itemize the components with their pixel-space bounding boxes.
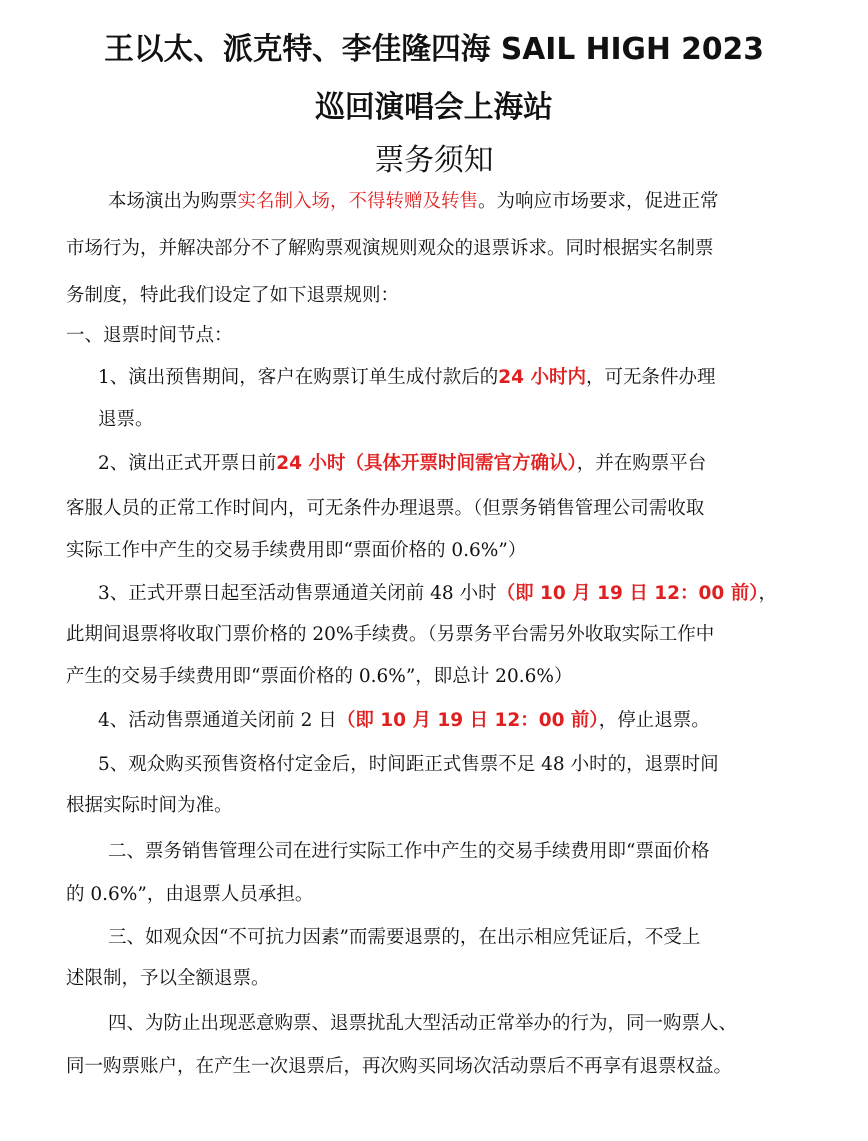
section2-line1: 二、票务销售管理公司在进行实际工作中产生的交易手续费用即“票面价格: [108, 841, 710, 862]
item1-line1: [98, 365, 715, 391]
item4-text-end: ，停止退票。: [598, 710, 710, 731]
item3-text-end: ，: [758, 583, 777, 604]
item2-line1: [98, 451, 706, 477]
item3-highlight: （即 10 月 19 日 12：00 前）: [496, 583, 759, 604]
section3-line1: 三、如观众因“不可抗力因素”而需要退票的，在出示相应凭证后，不受上: [108, 927, 701, 948]
document-subtitle: 票务须知: [374, 143, 494, 178]
intro-line3: 务制度，特此我们设定了如下退票规则：: [66, 285, 400, 306]
item4-text: 4、活动售票通道关闭前 2 日: [98, 710, 337, 731]
item2-text-end: ，并在购票平台: [576, 453, 707, 474]
section2-line2: 的 0.6%”，由退票人员承担。: [66, 884, 314, 905]
item5-line1: 5、观众购买预售资格付定金后，时间距正式售票不足 48 小时的，退票时间: [98, 754, 719, 775]
item3-line1: [98, 581, 777, 607]
item4-line1: [98, 708, 710, 734]
intro-text-end: 。为响应市场要求，促进正常: [478, 191, 719, 212]
section4-line1: 四、为防止出现恶意购票、退票扰乱大型活动正常举办的行为，同一购票人、: [108, 1013, 738, 1034]
section4-line2: 同一购票账户，在产生一次退票后，再次购买同场次活动票后不再享有退票权益。: [66, 1056, 733, 1077]
item3-line3: 产生的交易手续费用即“票面价格的 0.6%”，即总计 20.6%）: [66, 666, 573, 687]
item1-text: 1、演出预售期间，客户在购票订单生成付款后的: [98, 367, 499, 388]
item1-line2: 退票。: [98, 409, 154, 430]
item2-text: 2、演出正式开票日前: [98, 453, 277, 474]
item3-text: 3、正式开票日起至活动售票通道关闭前 48 小时: [98, 583, 497, 604]
intro-line1: [108, 189, 719, 215]
intro-text-start: 本场演出为购票: [108, 191, 238, 212]
section3-line2: 述限制，予以全额退票。: [66, 968, 270, 989]
item5-line2: 根据实际时间为准。: [66, 795, 233, 816]
item2-highlight: 24 小时（具体开票时间需官方确认）: [276, 453, 577, 474]
item2-line3: 实际工作中产生的交易手续费用即“票面价格的 0.6%”）: [66, 540, 527, 561]
item4-highlight: （即 10 月 19 日 12：00 前）: [336, 710, 599, 731]
item1-highlight: 24 小时内: [498, 367, 586, 388]
section1-heading: 一、退票时间节点：: [66, 325, 233, 346]
document-title-line2: 巡回演唱会上海站: [315, 90, 553, 125]
intro-highlight: 实名制入场，不得转赠及转售: [237, 191, 479, 212]
intro-line2: 市场行为，并解决部分不了解购票观演规则观众的退票诉求。同时根据实名制票: [66, 238, 714, 259]
item2-line2: 客服人员的正常工作时间内，可无条件办理退票。（但票务销售管理公司需收取: [66, 498, 705, 519]
item1-text-end: ，可无条件办理: [585, 367, 716, 388]
item3-line2: 此期间退票将收取门票价格的 20%手续费。（另票务平台需另外收取实际工作中: [66, 624, 715, 645]
document-title-line1: 王以太、派克特、李佳隆四海 SAIL HIGH 2023: [104, 32, 764, 67]
